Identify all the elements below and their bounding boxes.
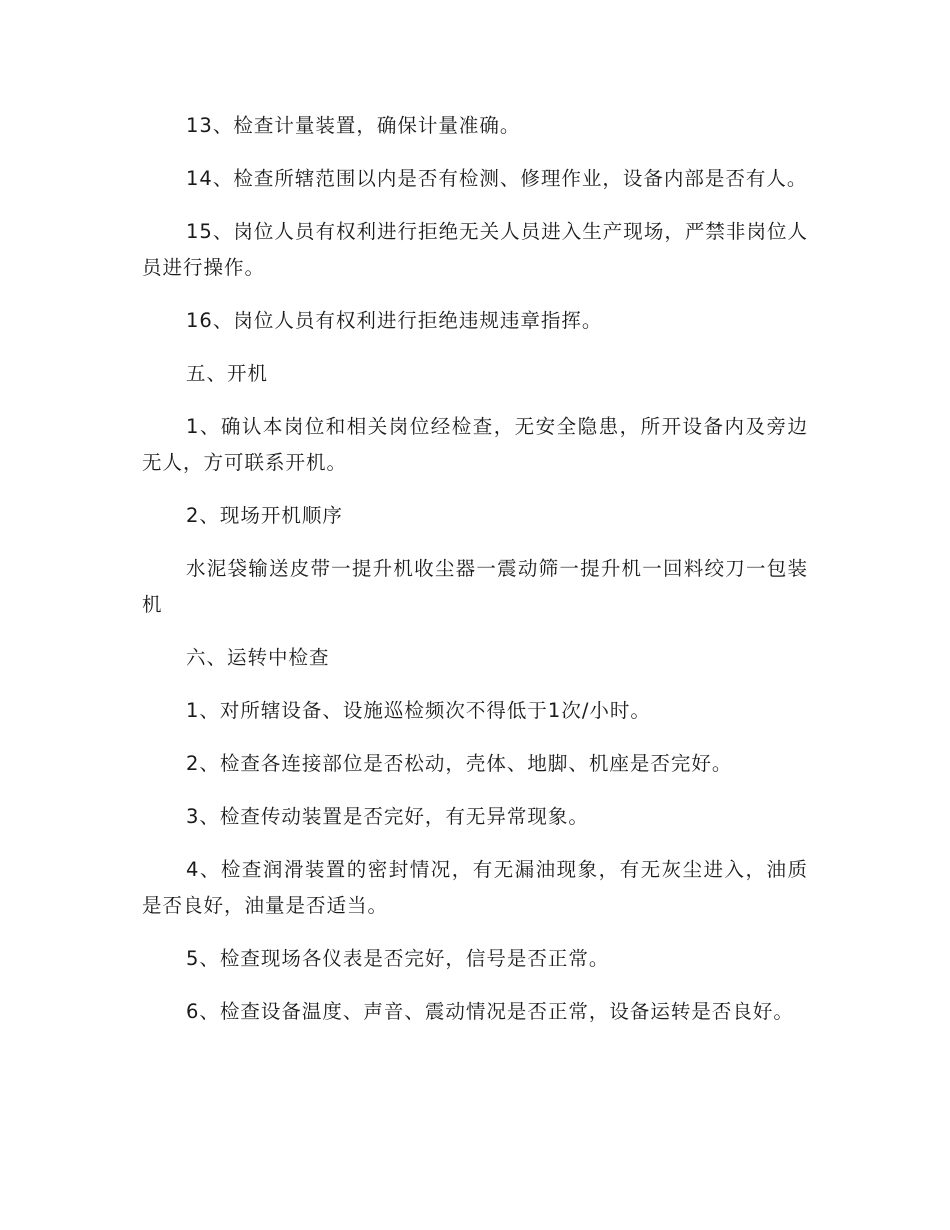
startup-sequence: 水泥袋输送皮带一提升机收尘器一震动筛一提升机一回料绞刀一包装机 bbox=[142, 557, 808, 616]
paragraph-14: 14、检查所辖范围以内是否有检测、修理作业，设备内部是否有人。 bbox=[186, 167, 808, 190]
running-check-item-4: 4、检查润滑装置的密封情况，有无漏油现象，有无灰尘进入，油质是否良好，油量是否适当。 bbox=[142, 858, 808, 917]
running-check-item-5: 5、检查现场各仪表是否完好，信号是否正常。 bbox=[186, 947, 610, 970]
document-body bbox=[142, 108, 808, 1047]
paragraph-16: 16、岗位人员有权利进行拒绝违规违章指挥。 bbox=[186, 309, 603, 332]
startup-item-1: 1、确认本岗位和相关岗位经检查，无安全隐患，所开设备内及旁边无人，方可联系开机。 bbox=[142, 415, 808, 474]
running-check-item-2: 2、检查各连接部位是否松动，壳体、地脚、机座是否完好。 bbox=[186, 752, 733, 775]
paragraph-13: 13、检查计量装置，确保计量准确。 bbox=[186, 114, 521, 137]
startup-item-2: 2、现场开机顺序 bbox=[186, 504, 343, 527]
running-check-item-3: 3、检查传动装置是否完好，有无异常现象。 bbox=[186, 805, 589, 828]
paragraph-15: 15、岗位人员有权利进行拒绝无关人员进入生产现场，严禁非岗位人员进行操作。 bbox=[142, 220, 808, 279]
running-check-item-6: 6、检查设备温度、声音、震动情况是否正常，设备运转是否良好。 bbox=[186, 1000, 794, 1023]
section-heading-running-check: 六、运转中检查 bbox=[186, 646, 330, 669]
running-check-item-1: 1、对所辖设备、设施巡检频次不得低于1次/小时。 bbox=[186, 699, 651, 722]
section-heading-startup: 五、开机 bbox=[186, 362, 269, 385]
